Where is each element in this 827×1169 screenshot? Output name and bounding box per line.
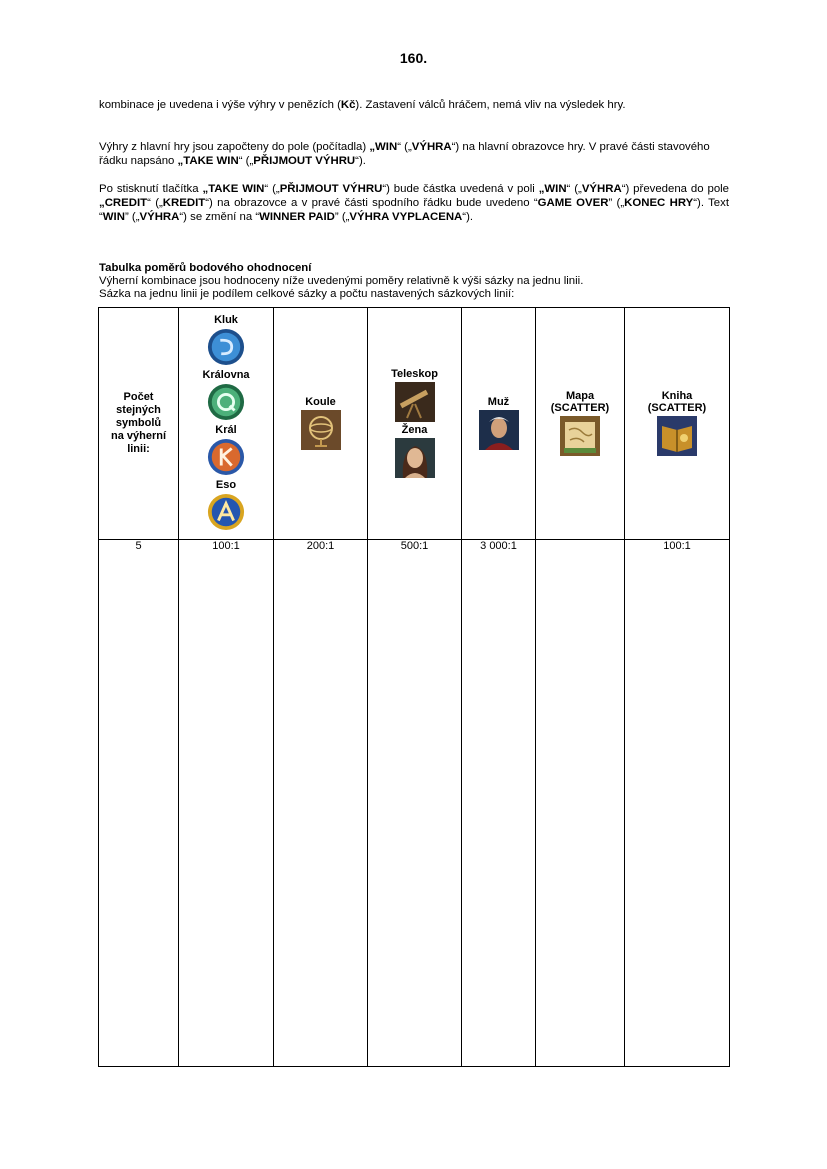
table-title: Tabulka poměrů bodového ohodnocení [99,262,312,274]
koule-value-cell: 200:1 [274,540,368,1067]
woman-portrait-icon [395,438,435,478]
count-header: Počet stejných symbolů na výherní linii: [110,391,167,455]
table-intro [99,262,739,301]
kral-symbol-icon [207,438,245,476]
paytable [98,307,730,1067]
paragraph-2: Výhry z hlavní hry jsou započteny do pole (počítadla) „WIN“ („VÝHRA“) na hlavní obrazovce hry. V pravé části stavového řádku napsáno „TAKE WIN“ („PŘIJMOUT VÝHRU“). [99,141,710,167]
kluk-symbol-icon [207,328,245,366]
paragraph-1: kombinace je uvedena i výše výhry v penězích (Kč). Zastavení válců hráčem, nemá vliv na výsledek hry. [99,99,626,111]
count-header-cell [99,308,179,540]
book-icon [657,416,697,456]
table-intro-line-1: Výherní kombinace jsou hodnoceny níže uvedenými poměry relativně k výši sázky na jednu linii. [99,275,584,287]
armillary-sphere-icon [301,410,341,450]
paytable-row-5 [99,540,730,1067]
mapa-header-cell [536,308,625,540]
telescope-icon [395,382,435,422]
kluk-label: Kluk [214,313,238,326]
paytable-header-row [99,308,730,540]
kniha-value-cell: 100:1 [625,540,730,1067]
eso-symbol-icon [207,493,245,531]
man-portrait-icon [479,410,519,450]
kralovna-label: Královna [202,368,250,381]
mapa-value-cell [536,540,625,1067]
zena-label: Žena [401,423,428,436]
paragraph-3: Po stisknutí tlačítka „TAKE WIN“ („PŘIJMOUT VÝHRU“) bude částka uvedená v poli „WIN“ („VÝHRA“) převedena do pole „CREDIT“ („KREDIT“) na obrazovce a v pravé části spodního řádku bude uvedeno “GAME OVER” („KONEC HRY“). Text “WIN” („VÝHRA“) se změní na “WINNER PAID” („VÝHRA VYPLACENA“). [99,183,730,223]
teleskop-zena-header-cell [368,308,462,540]
map-scroll-icon [560,416,600,456]
muz-header-cell [462,308,536,540]
mapa-label: Mapa [565,389,595,402]
kniha-header-cell [625,308,730,540]
teleskop-zena-value-cell: 500:1 [368,540,462,1067]
koule-header-cell [274,308,368,540]
kralovna-symbol-icon [207,383,245,421]
mapa-scatter-label: (SCATTER) [550,401,610,414]
count-cell: 5 [99,540,179,1067]
koule-label: Koule [305,395,336,408]
teleskop-label: Teleskop [391,367,438,380]
muz-label: Muž [487,395,510,408]
table-intro-line-2: Sázka na jednu linii je podílem celkové sázky a počtu nastavených sázkových linií: [99,288,515,300]
kral-label: Král [215,423,237,436]
royals-header-cell [179,308,274,540]
page-number: 160. [399,50,428,66]
royals-value-cell: 100:1 [179,540,274,1067]
kniha-scatter-label: (SCATTER) [647,401,707,414]
eso-label: Eso [215,478,237,491]
muz-value-cell: 3 000:1 [462,540,536,1067]
kniha-label: Kniha [661,389,693,402]
